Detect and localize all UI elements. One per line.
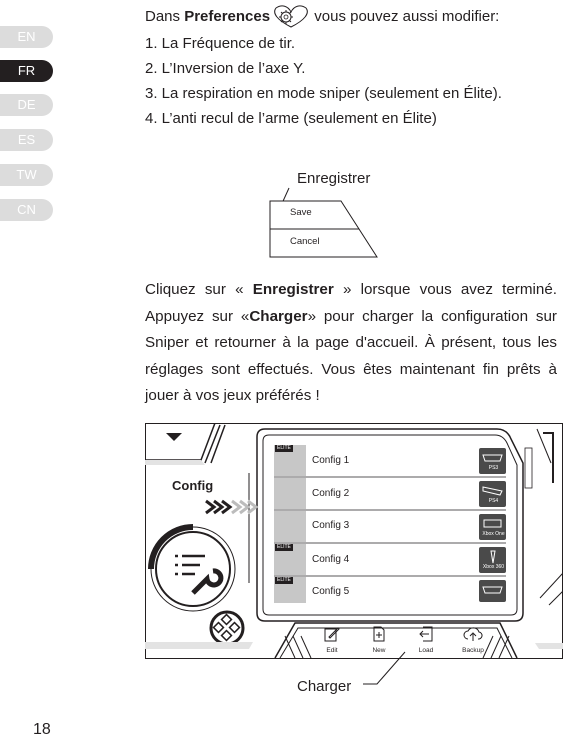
lang-tab-de[interactable]: DE [0, 94, 53, 116]
list-item: 1. La Fréquence de tir. [145, 35, 296, 52]
config-title: Config [172, 478, 214, 493]
para-text-1: Cliquez sur « [145, 281, 253, 298]
console-badge-xbox-one: Xbox One [482, 531, 505, 537]
save-caption: Enregistrer [297, 170, 371, 187]
load-caption: Charger [297, 678, 352, 695]
edit-button[interactable] [317, 626, 347, 654]
elite-tag: ELITE [277, 445, 291, 451]
console-badge-xbox-360: Xbox 360 [482, 564, 505, 570]
config-item[interactable]: Config 4 [312, 554, 350, 565]
load-button[interactable] [411, 626, 441, 654]
para-bold-load: Charger [249, 307, 308, 325]
config-item[interactable]: Config 2 [312, 488, 350, 499]
config-item[interactable]: Config 1 [312, 455, 350, 466]
para-text-3: » pour charger la configuration sur Sniper et retourner à la page d'accueil. À présent, tous les réglages sont effectués. Vous êtes maintenant fin prêts à jouer à vos jeux préférés ! [145, 307, 557, 404]
edit-label: Edit [326, 647, 338, 654]
elite-tag: ELITE [277, 577, 291, 583]
lang-tab-fr[interactable]: FR [0, 60, 53, 82]
edit-icon [324, 626, 340, 642]
para-bold-save: Enregistrer [252, 281, 334, 298]
app-screenshot [145, 423, 563, 660]
load-leader-line [355, 650, 415, 690]
page-number: 18 [33, 721, 51, 738]
save-button[interactable]: Save [290, 207, 312, 218]
save-cancel-panel-shape [262, 186, 382, 260]
list-item: 4. L’anti recul de l’arme (seulement en Élite) [145, 110, 437, 127]
intro-bold: Preferences [184, 8, 271, 25]
lang-tab-tw[interactable]: TW [0, 164, 53, 186]
load-icon [418, 626, 434, 642]
elite-tag: ELITE [277, 544, 291, 550]
gear-heart-icon [272, 3, 310, 29]
new-file-icon [371, 626, 387, 642]
new-label: New [372, 647, 386, 654]
intro-post: vous pouvez aussi modifier: [310, 8, 500, 25]
lang-tab-cn[interactable]: CN [0, 199, 53, 221]
backup-button[interactable] [455, 626, 491, 654]
list-item: 3. La respiration en mode sniper (seulement en Élite). [145, 85, 502, 102]
console-badge-ps3: PS3 [488, 465, 499, 471]
config-item[interactable]: Config 5 [312, 586, 350, 597]
lang-tab-es[interactable]: ES [0, 129, 53, 151]
backup-label: Backup [462, 647, 484, 654]
cloud-upload-icon [463, 626, 483, 642]
lang-tab-en[interactable]: EN [0, 26, 53, 48]
list-item: 2. L’Inversion de l’axe Y. [145, 60, 306, 77]
instructions-paragraph [145, 277, 557, 410]
load-label: Load [418, 647, 434, 654]
intro-line [145, 3, 499, 29]
para-text-2: » lorsque vous avez terminé. Appuyez sur « [145, 281, 557, 325]
scrollbar-thumb [525, 448, 532, 488]
console-badge-ps4: PS4 [488, 498, 499, 504]
intro-pre: Dans [145, 8, 185, 25]
config-item[interactable]: Config 3 [312, 520, 350, 531]
cancel-button[interactable]: Cancel [290, 236, 320, 247]
